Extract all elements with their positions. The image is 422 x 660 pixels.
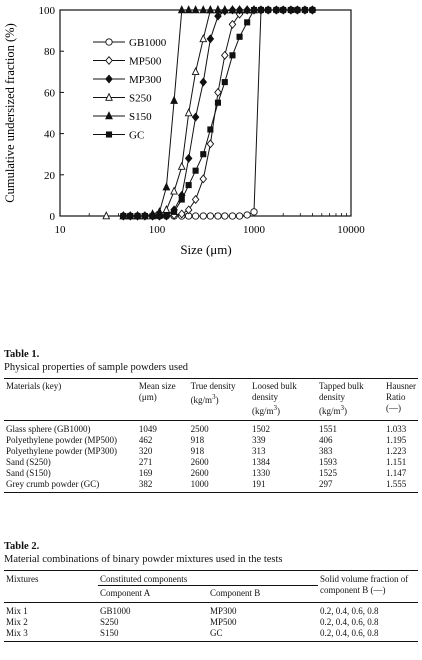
data-point-gc [157, 213, 162, 218]
table1-cell: 406 [318, 435, 333, 445]
table2-cell: S150 [100, 628, 119, 638]
table1-cell: Sand (S250) [6, 457, 51, 467]
legend-label-s250: S250 [129, 92, 152, 105]
table2-row [4, 603, 418, 618]
table2-header-blank [4, 586, 98, 603]
table1-header-line: $(kg/m^3)$ [252, 404, 281, 416]
table2-mixture-combinations [4, 570, 418, 642]
table1-cell: Polyethylene powder (MP300) [6, 446, 117, 456]
data-point-gc [302, 7, 307, 12]
data-point-s250 [171, 187, 177, 194]
table2-header-constituted [98, 571, 318, 586]
table1-label: Table 1. [4, 349, 40, 360]
table1-header-cell [4, 379, 137, 421]
table2-cell: 0.2, 0.4, 0.6, 0.8 [320, 628, 379, 638]
table1-cell: 339 [252, 435, 266, 445]
table1-header-cell [384, 379, 418, 421]
data-point-gc [245, 20, 250, 25]
data-point-gc [193, 168, 198, 173]
legend-marker-gc [106, 132, 111, 137]
y-tick-label: 60 [44, 87, 55, 100]
data-point-gc [310, 7, 315, 12]
data-point-gc [201, 152, 206, 157]
table1-header-line: density [252, 392, 279, 402]
data-point-mp300 [215, 12, 221, 20]
legend-label-s150: S150 [129, 111, 152, 123]
table1-cell: 1384 [252, 457, 271, 467]
data-point-mp300 [207, 35, 213, 43]
table2-cell: MP300 [210, 606, 237, 616]
data-point-gc [274, 7, 279, 12]
table1-caption-block [4, 348, 188, 374]
table1-header-line: Tapped bulk [318, 381, 364, 391]
table2-cell: 0.2, 0.4, 0.6, 0.8 [320, 606, 379, 616]
legend-label-gb1000: GB1000 [129, 37, 167, 49]
data-point-gc [222, 80, 227, 85]
x-tick-label: 10 [54, 224, 66, 236]
data-point-gc [186, 183, 191, 188]
table1-cell: 1.151 [386, 457, 407, 467]
table1-header-line: $(kg/m^3)$ [190, 393, 219, 405]
data-point-gc [266, 7, 271, 12]
data-point-s150 [171, 97, 177, 104]
table1-cell: 1330 [252, 468, 271, 478]
data-point-gc [208, 127, 213, 132]
table1-cell: 297 [318, 479, 333, 489]
table1-cell: 1.147 [386, 468, 407, 478]
legend-marker-mp500 [106, 57, 112, 65]
table2-cell: GC [210, 628, 223, 638]
table1-caption: Physical properties of sample powders used [4, 362, 189, 373]
table2-cell: S250 [100, 617, 119, 627]
data-point-gc [171, 209, 176, 214]
data-point-gc [121, 213, 126, 218]
data-point-gc [230, 53, 235, 58]
data-point-gc [142, 213, 147, 218]
legend-marker-mp300 [106, 75, 112, 83]
y-axis-label: Cumulative undersized fraction (%) [3, 23, 17, 203]
chart-legend [93, 37, 167, 142]
data-point-gb1000 [215, 213, 221, 219]
table1-cell: 169 [138, 468, 153, 478]
data-point-mp500 [200, 175, 206, 183]
table1-header-line: density [318, 392, 345, 402]
data-point-gc [251, 7, 256, 12]
table1-cell: 313 [252, 446, 266, 456]
table1-cell: 383 [318, 446, 333, 456]
table1-header-line: Ratio (—) [386, 392, 406, 413]
data-point-s150 [163, 183, 169, 190]
table1-cell: 320 [138, 446, 153, 456]
table2-cell: Mix 1 [6, 606, 28, 616]
superscript-3: 3 [212, 393, 216, 401]
legend-label-gc: GC [129, 129, 145, 142]
data-point-gc [237, 34, 242, 39]
table1-row [4, 446, 418, 457]
data-point-gb1000 [200, 213, 206, 219]
data-point-gc [281, 7, 286, 12]
table2-header-fraction-line1: Solid volume fraction of [320, 574, 409, 584]
data-point-gb1000 [236, 213, 242, 219]
table1-cell: Polyethylene powder (MP500) [6, 435, 117, 445]
table1-cell: 462 [138, 435, 153, 445]
data-point-gc [288, 7, 293, 12]
table2-caption: Material combinations of binary powder mixtures used in the tests [4, 554, 283, 565]
superscript-3: 3 [340, 404, 344, 412]
y-tick-label: 20 [44, 169, 55, 182]
data-point-mp500 [207, 140, 213, 148]
table1-cell: 2600 [190, 468, 209, 478]
series-s250 [103, 6, 257, 219]
data-point-s250 [163, 206, 169, 213]
table2-header-compA: Component A [98, 586, 208, 603]
table1-header-line: Mean size [138, 381, 176, 391]
y-tick-label: 0 [49, 211, 55, 223]
data-point-gc [295, 7, 300, 12]
table1-row [4, 479, 418, 493]
table1-cell: Grey crumb powder (GC) [6, 479, 100, 489]
table2-caption-block [4, 540, 282, 566]
table2-cell: MP500 [210, 617, 237, 627]
legend-label-mp500: MP500 [129, 55, 162, 68]
data-point-mp500 [222, 52, 228, 60]
data-point-mp300 [192, 113, 198, 121]
table2-header-mixtures: Mixtures [6, 574, 39, 584]
table1-cell: 1.195 [386, 435, 407, 445]
data-point-gc [135, 213, 140, 218]
table2-cell: 0.2, 0.4, 0.6, 0.8 [320, 617, 379, 627]
table1-row [4, 435, 418, 446]
table2-cell: Mix 2 [6, 617, 28, 627]
legend-label-mp300: MP300 [129, 74, 162, 86]
table1-row [4, 457, 418, 468]
y-tick-label: 100 [38, 5, 55, 17]
table1-cell: 382 [138, 479, 153, 489]
x-tick-label: 10000 [337, 224, 365, 236]
data-point-gb1000 [222, 213, 228, 219]
data-point-gc [164, 212, 169, 217]
data-point-gb1000 [207, 213, 213, 219]
x-tick-label: 1000 [243, 224, 265, 236]
data-point-s250 [192, 68, 198, 75]
table1-cell: 918 [190, 435, 205, 445]
legend-marker-gb1000 [106, 39, 112, 45]
table1-cell: 2500 [190, 424, 209, 434]
table1-cell: 271 [138, 457, 153, 467]
data-point-gb1000 [229, 213, 235, 219]
table1-physical-properties [4, 378, 418, 493]
data-point-gc [128, 213, 133, 218]
y-tick-label: 80 [44, 46, 55, 59]
table2-row [4, 628, 418, 642]
table1-row [4, 421, 418, 436]
table1-header-line: $(kg/m^3)$ [318, 404, 347, 416]
table1-header-line: Loosed bulk [252, 381, 297, 391]
table1-header-line: True density [190, 381, 236, 391]
data-point-gb1000 [192, 213, 198, 219]
table2-row [4, 617, 418, 628]
table1-cell: 1.223 [386, 446, 407, 456]
table1-header-cell [189, 379, 250, 421]
table2-label: Table 2. [4, 541, 40, 552]
data-point-gc [258, 7, 263, 12]
table1-header-cell [137, 379, 189, 421]
table1-header-line: (μm) [138, 392, 157, 402]
table2-cell: Mix 3 [6, 628, 28, 638]
table1-header-line: Hausner [386, 381, 416, 391]
table1-cell: 1049 [138, 424, 157, 434]
table1-cell: 1525 [318, 468, 337, 478]
data-point-s250 [185, 109, 191, 116]
data-point-gb1000 [251, 209, 257, 215]
table1-cell: 191 [252, 479, 266, 489]
table1-cell: 1593 [318, 457, 337, 467]
table1-cell: 2600 [190, 457, 209, 467]
table1-cell: 1502 [252, 424, 271, 434]
data-point-gc [150, 213, 155, 218]
table1-cell: Glass sphere (GB1000) [6, 424, 91, 434]
data-point-s250 [200, 35, 206, 42]
data-point-s250 [179, 163, 185, 170]
data-point-mp300 [200, 78, 206, 86]
table2-header-fraction [318, 571, 418, 603]
data-point-gc [179, 197, 184, 202]
data-point-mp300 [185, 155, 191, 163]
x-axis-label: Size (μm) [180, 242, 232, 257]
table1-cell: 1.033 [386, 424, 407, 434]
x-tick-label: 100 [148, 224, 166, 236]
data-point-gb1000 [244, 212, 250, 218]
table1-cell: Sand (S150) [6, 468, 51, 478]
superscript-3: 3 [273, 404, 278, 412]
table1-row [4, 468, 418, 479]
data-point-gc [215, 100, 220, 105]
table1-cell: 1551 [318, 424, 337, 434]
y-tick-label: 40 [44, 128, 55, 141]
cumulative-size-distribution-chart [0, 0, 422, 262]
table1-cell: 918 [190, 446, 205, 456]
table1-header-cell [250, 379, 317, 421]
table1-header-cell [317, 379, 384, 421]
table1-cell: 1.555 [386, 479, 407, 489]
table2-constituted-label: Constituted components [100, 574, 188, 584]
table1-header-line: Materials (key) [6, 381, 62, 391]
table1-cell: 1000 [190, 479, 209, 489]
table2-cell: GB1000 [100, 606, 131, 616]
table2-header-fraction-line2: component B (—) [320, 585, 386, 595]
table2-header-compB: Component B [208, 586, 318, 603]
